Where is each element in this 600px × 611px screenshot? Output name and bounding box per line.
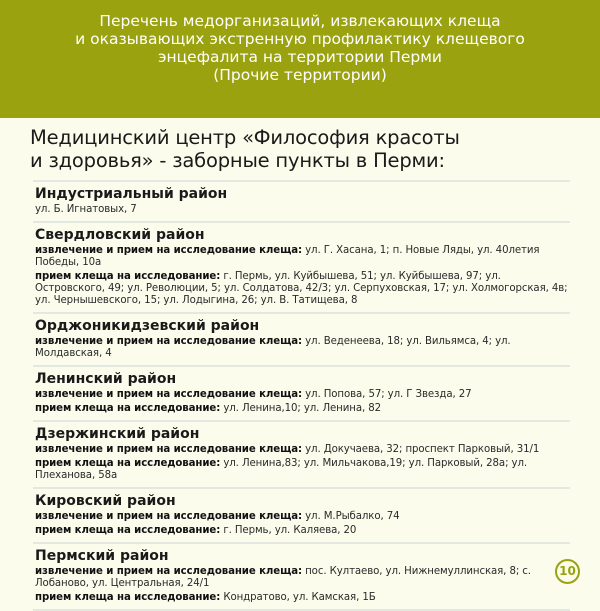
address-text: ул. Попова, 57; ул. Г Звезда, 27 <box>301 389 472 400</box>
address-text: г. Пермь, ул. Каляева, 20 <box>220 525 357 536</box>
district-title: Индустриальный район <box>35 186 228 202</box>
district-section <box>33 365 570 420</box>
address-text: ул. Ленина,10; ул. Ленина, 82 <box>220 403 381 414</box>
service-label: прием клеща на исследование: <box>35 271 221 282</box>
service-label: извлечение и прием на исследование клеща: <box>35 566 302 577</box>
district-section <box>33 420 570 487</box>
service-label: прием клеща на исследование: <box>35 403 221 414</box>
heading-line: и здоровья» - заборные пункты в Перми: <box>30 149 445 172</box>
district-section <box>33 221 570 312</box>
address-line <box>35 592 570 604</box>
address-text: ул. Б. Игнатовых, 7 <box>35 204 137 215</box>
title-line: и оказывающих экстренную профилактику клещевого <box>75 30 525 48</box>
address-text: Кондратово, ул. Камская, 1Б <box>220 592 376 603</box>
service-label: прием клеща на исследование: <box>35 592 221 603</box>
district-title: Пермский район <box>35 548 169 564</box>
district-title: Дзержинский район <box>35 426 200 442</box>
service-label: извлечение и прием на исследование клеща: <box>35 444 302 455</box>
section-heading <box>30 126 460 172</box>
title-line: Перечень медорганизаций, извлекающих клеща <box>99 12 501 30</box>
address-text: ул. Докучаева, 32; проспект Парковый, 31/1 <box>301 444 540 455</box>
address-text: пос. Култаево, ул. Нижнемуллинская, 8; с. Лобаново, ул. Центральная, 24/1 <box>35 566 531 589</box>
page-number-badge: 10 <box>555 559 580 584</box>
service-label: извлечение и прием на исследование клеща: <box>35 245 302 256</box>
district-list <box>33 180 570 611</box>
service-label: извлечение и прием на исследование клеща: <box>35 389 302 400</box>
address-line <box>35 271 570 307</box>
address-line <box>35 204 570 216</box>
address-line <box>35 444 570 456</box>
service-label: извлечение и прием на исследование клеща: <box>35 336 302 347</box>
address-line <box>35 511 570 523</box>
address-text: ул. М.Рыбалко, 74 <box>301 511 400 522</box>
title-line: (Прочие территории) <box>213 66 387 84</box>
heading-line: Медицинский центр «Философия красоты <box>30 126 460 149</box>
district-section <box>33 312 570 365</box>
title-line: энцефалита на территории Перми <box>157 48 442 66</box>
header-banner <box>0 0 600 118</box>
district-title: Орджоникидзевский район <box>35 318 260 334</box>
service-label: прием клеща на исследование: <box>35 525 221 536</box>
service-label: прием клеща на исследование: <box>35 458 221 469</box>
address-line <box>35 403 570 415</box>
district-title: Кировский район <box>35 493 176 509</box>
address-text: ул. Веденеева, 18; ул. Вильямса, 4; ул. Молдавская, 4 <box>35 336 511 359</box>
district-section <box>33 542 570 611</box>
address-line <box>35 525 570 537</box>
page-title <box>0 0 600 84</box>
address-text: ул. Ленина,83; ул. Мильчакова,19; ул. Парковый, 28а; ул. Плеханова, 58а <box>35 458 528 481</box>
district-section <box>33 487 570 542</box>
district-title: Свердловский район <box>35 227 205 243</box>
address-line <box>35 566 570 590</box>
address-text: г. Пермь, ул. Куйбышева, 51; ул. Куйбышева, 97; ул. Островского, 49; ул. Революции, 5; ул. Солдатова, 42/3; ул. Серпуховская, 17; ул. Холмогорская, 4в; ул. Чернышевского, 15; ул. Лодыгина, 26; ул. В. Татищева, 8 <box>35 271 568 306</box>
address-line <box>35 389 570 401</box>
address-line <box>35 245 570 269</box>
district-title: Ленинский район <box>35 371 177 387</box>
address-line <box>35 458 570 482</box>
district-section <box>33 180 570 221</box>
address-text: ул. Г. Хасана, 1; п. Новые Ляды, ул. 40летия Победы, 10а <box>35 245 540 268</box>
address-line <box>35 336 570 360</box>
service-label: извлечение и прием на исследование клеща: <box>35 511 302 522</box>
